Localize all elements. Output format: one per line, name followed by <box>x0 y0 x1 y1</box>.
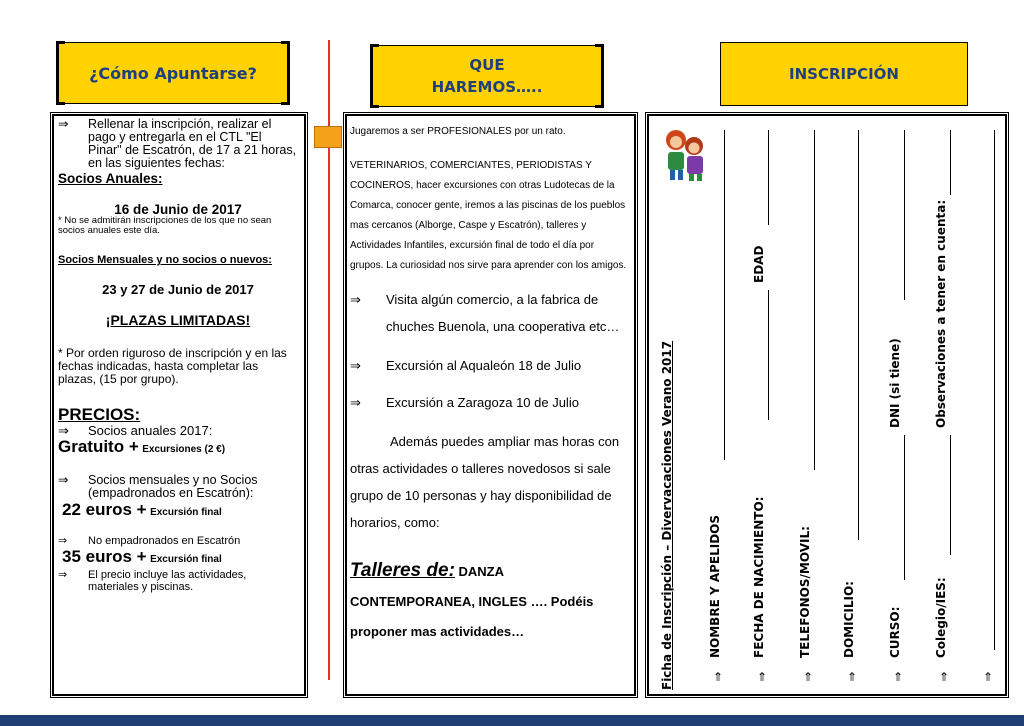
col1-title: ¿Cómo Apuntarse? <box>89 63 257 83</box>
precio2-extra: Excursión final <box>150 507 222 518</box>
precio3-value-row <box>58 548 298 569</box>
col2-title-line1: QUE <box>469 56 505 74</box>
fold-marker <box>314 126 342 148</box>
bracket-right <box>595 44 604 108</box>
field-dni: DNI (si tiene) <box>888 338 902 428</box>
precio2-label: Socios mensuales y no Socios (empadronados en Escatrón): <box>88 473 258 500</box>
field-line-4 <box>858 130 859 540</box>
socios-mensuales-heading: Socios Mensuales y no socios o nuevos: <box>58 254 272 266</box>
bracket-right <box>281 41 290 105</box>
precio1-value: Gratuito + <box>58 437 139 456</box>
col2-bullet3: Excursión a Zaragoza 10 de Julio <box>386 395 579 410</box>
panel-registration <box>645 112 1009 698</box>
precio1-extra: Excursiones (2 €) <box>142 444 226 455</box>
field-nombre: NOMBRE Y APELIDOS <box>708 514 722 658</box>
field-line-3 <box>814 130 815 470</box>
field-edad: EDAD <box>752 245 766 283</box>
field-line-7 <box>994 130 995 650</box>
arrow-icon: ⇒ <box>350 395 361 410</box>
ficha-title: Ficha de Inscripción – Diverva​caciones Verano 2017 <box>660 340 674 690</box>
col2-paragraph: VETERINARIOS, COMERCIANTES, PERIODISTAS Y COCINEROS, hacer excursiones con otras Ludotecas de la Comarca, conocer gente, iremos a las piscinas de los pueblos mas cercanos (Alborge, Caspe y Escatrón), talleres y Actividades Infantiles, excursión final de todo el día por grupos. La curiosidad nos sirve para aprender con los amigos. <box>350 160 627 271</box>
up-arrow-icon: ⇑ <box>893 670 904 684</box>
col2-extra: Además puedes ampliar mas horas con otras actividades o talleres novedosos si sale grupo de 10 personas y hay disponibilidad de horarios, como: <box>350 434 620 530</box>
col3-title: INSCRIPCIÓN <box>789 65 899 83</box>
up-arrow-icon: ⇑ <box>713 670 724 684</box>
col2-intro: Jugaremos a ser PROFESIONALES por un rato. <box>350 126 566 137</box>
col2-bullet3-row <box>350 389 628 416</box>
precio-note: El precio incluye las actividades, materiales y piscinas. <box>88 569 247 593</box>
col2-content <box>350 122 628 647</box>
field-telefonos: TELEFONOS/MOVIL: <box>798 526 812 658</box>
arrow-icon: ⇒ <box>58 117 69 131</box>
field-curso: CURSO: <box>888 606 902 658</box>
field-observaciones: Observaciones a tener en cuenta: <box>934 199 948 428</box>
col1-title-box <box>58 42 288 104</box>
col2-bullet1: Visita algún comercio, a la fabrica de chuches Buenola, una cooperativa etc… <box>386 292 620 334</box>
field-line-6 <box>950 130 951 195</box>
intro-text: Rellenar la inscripción, realizar el pago y entregarla en el CTL "El Pinar" de Escatrón, de 17 a 21 horas, en las siguientes fechas: <box>88 117 297 170</box>
field-domicilio: DOMICILIO: <box>842 581 856 658</box>
field-fecha: FECHA DE NACIMIENTO: <box>752 496 766 658</box>
talleres-text: DANZA CONTEMPORANEA, INGLES …. Podéis proponer mas actividades… <box>350 564 594 639</box>
bracket-left <box>370 44 379 108</box>
up-arrow-icon: ⇑ <box>803 670 814 684</box>
precio1-row <box>58 424 298 437</box>
col2-bullet1-row <box>350 286 628 340</box>
field-colegio: Colegio/IES: <box>934 577 948 658</box>
precios-heading: PRECIOS: <box>58 405 141 424</box>
col2-title-line2: HAREMOS….. <box>431 78 543 96</box>
bracket-left <box>56 41 65 105</box>
col2-bullet2-row <box>350 352 628 379</box>
arrow-icon: ⇒ <box>350 292 361 307</box>
field-line-6b <box>950 435 951 555</box>
socios-anuales-note: * No se admitirán inscripciones de los que no sean socios anuales este día. <box>58 215 272 236</box>
col1-content <box>58 118 298 593</box>
field-line-1 <box>724 130 725 460</box>
field-line-5 <box>904 130 905 300</box>
up-arrow-icon: ⇑ <box>847 670 858 684</box>
up-arrow-icon: ⇑ <box>757 670 768 684</box>
precio1-value-row <box>58 437 298 460</box>
up-arrow-icon: ⇑ <box>983 670 994 684</box>
precio3-extra: Excursión final <box>150 554 222 565</box>
precio2-value: 22 euros + <box>62 500 147 519</box>
col2-talleres <box>350 556 628 647</box>
up-arrow-icon: ⇑ <box>939 670 950 684</box>
socios-anuales-date: 16 de Junio de 2017 <box>114 202 242 217</box>
bottom-band <box>0 715 1024 726</box>
precio2-value-row <box>58 500 298 523</box>
plazas-limitadas: ¡PLAZAS LIMITADAS! <box>105 312 251 328</box>
intro-row <box>58 118 298 170</box>
socios-anuales-heading: Socios Anuales: <box>58 171 163 186</box>
field-line-2b <box>768 290 769 420</box>
precio3-value: 35 euros + <box>62 547 147 566</box>
precio3-label: No empadronados en Escatrón <box>88 535 241 547</box>
arrow-icon: ⇒ <box>58 473 69 487</box>
arrow-icon: ⇒ <box>58 569 68 581</box>
precio1-label: Socios anuales 2017: <box>88 423 213 438</box>
col2-bullet2: Excursión al Aqualeón 18 de Julio <box>386 358 582 373</box>
arrow-icon: ⇒ <box>58 423 69 438</box>
arrow-icon: ⇒ <box>58 535 68 547</box>
field-line-2 <box>768 130 769 225</box>
precio2-row <box>58 474 298 500</box>
orden-note: * Por orden riguroso de inscripción y en las fechas indicadas, hasta completar las plazas, (15 por grupo). <box>58 346 287 386</box>
arrow-icon: ⇒ <box>350 358 361 373</box>
col2-title-box <box>372 45 602 107</box>
socios-mensuales-date: 23 y 27 de Junio de 2017 <box>102 282 254 297</box>
field-line-5b <box>904 435 905 580</box>
col3-title-box <box>720 42 968 106</box>
precio-note-row <box>58 569 298 593</box>
talleres-label: Talleres de: <box>350 560 455 581</box>
kids-clipart <box>658 124 712 182</box>
